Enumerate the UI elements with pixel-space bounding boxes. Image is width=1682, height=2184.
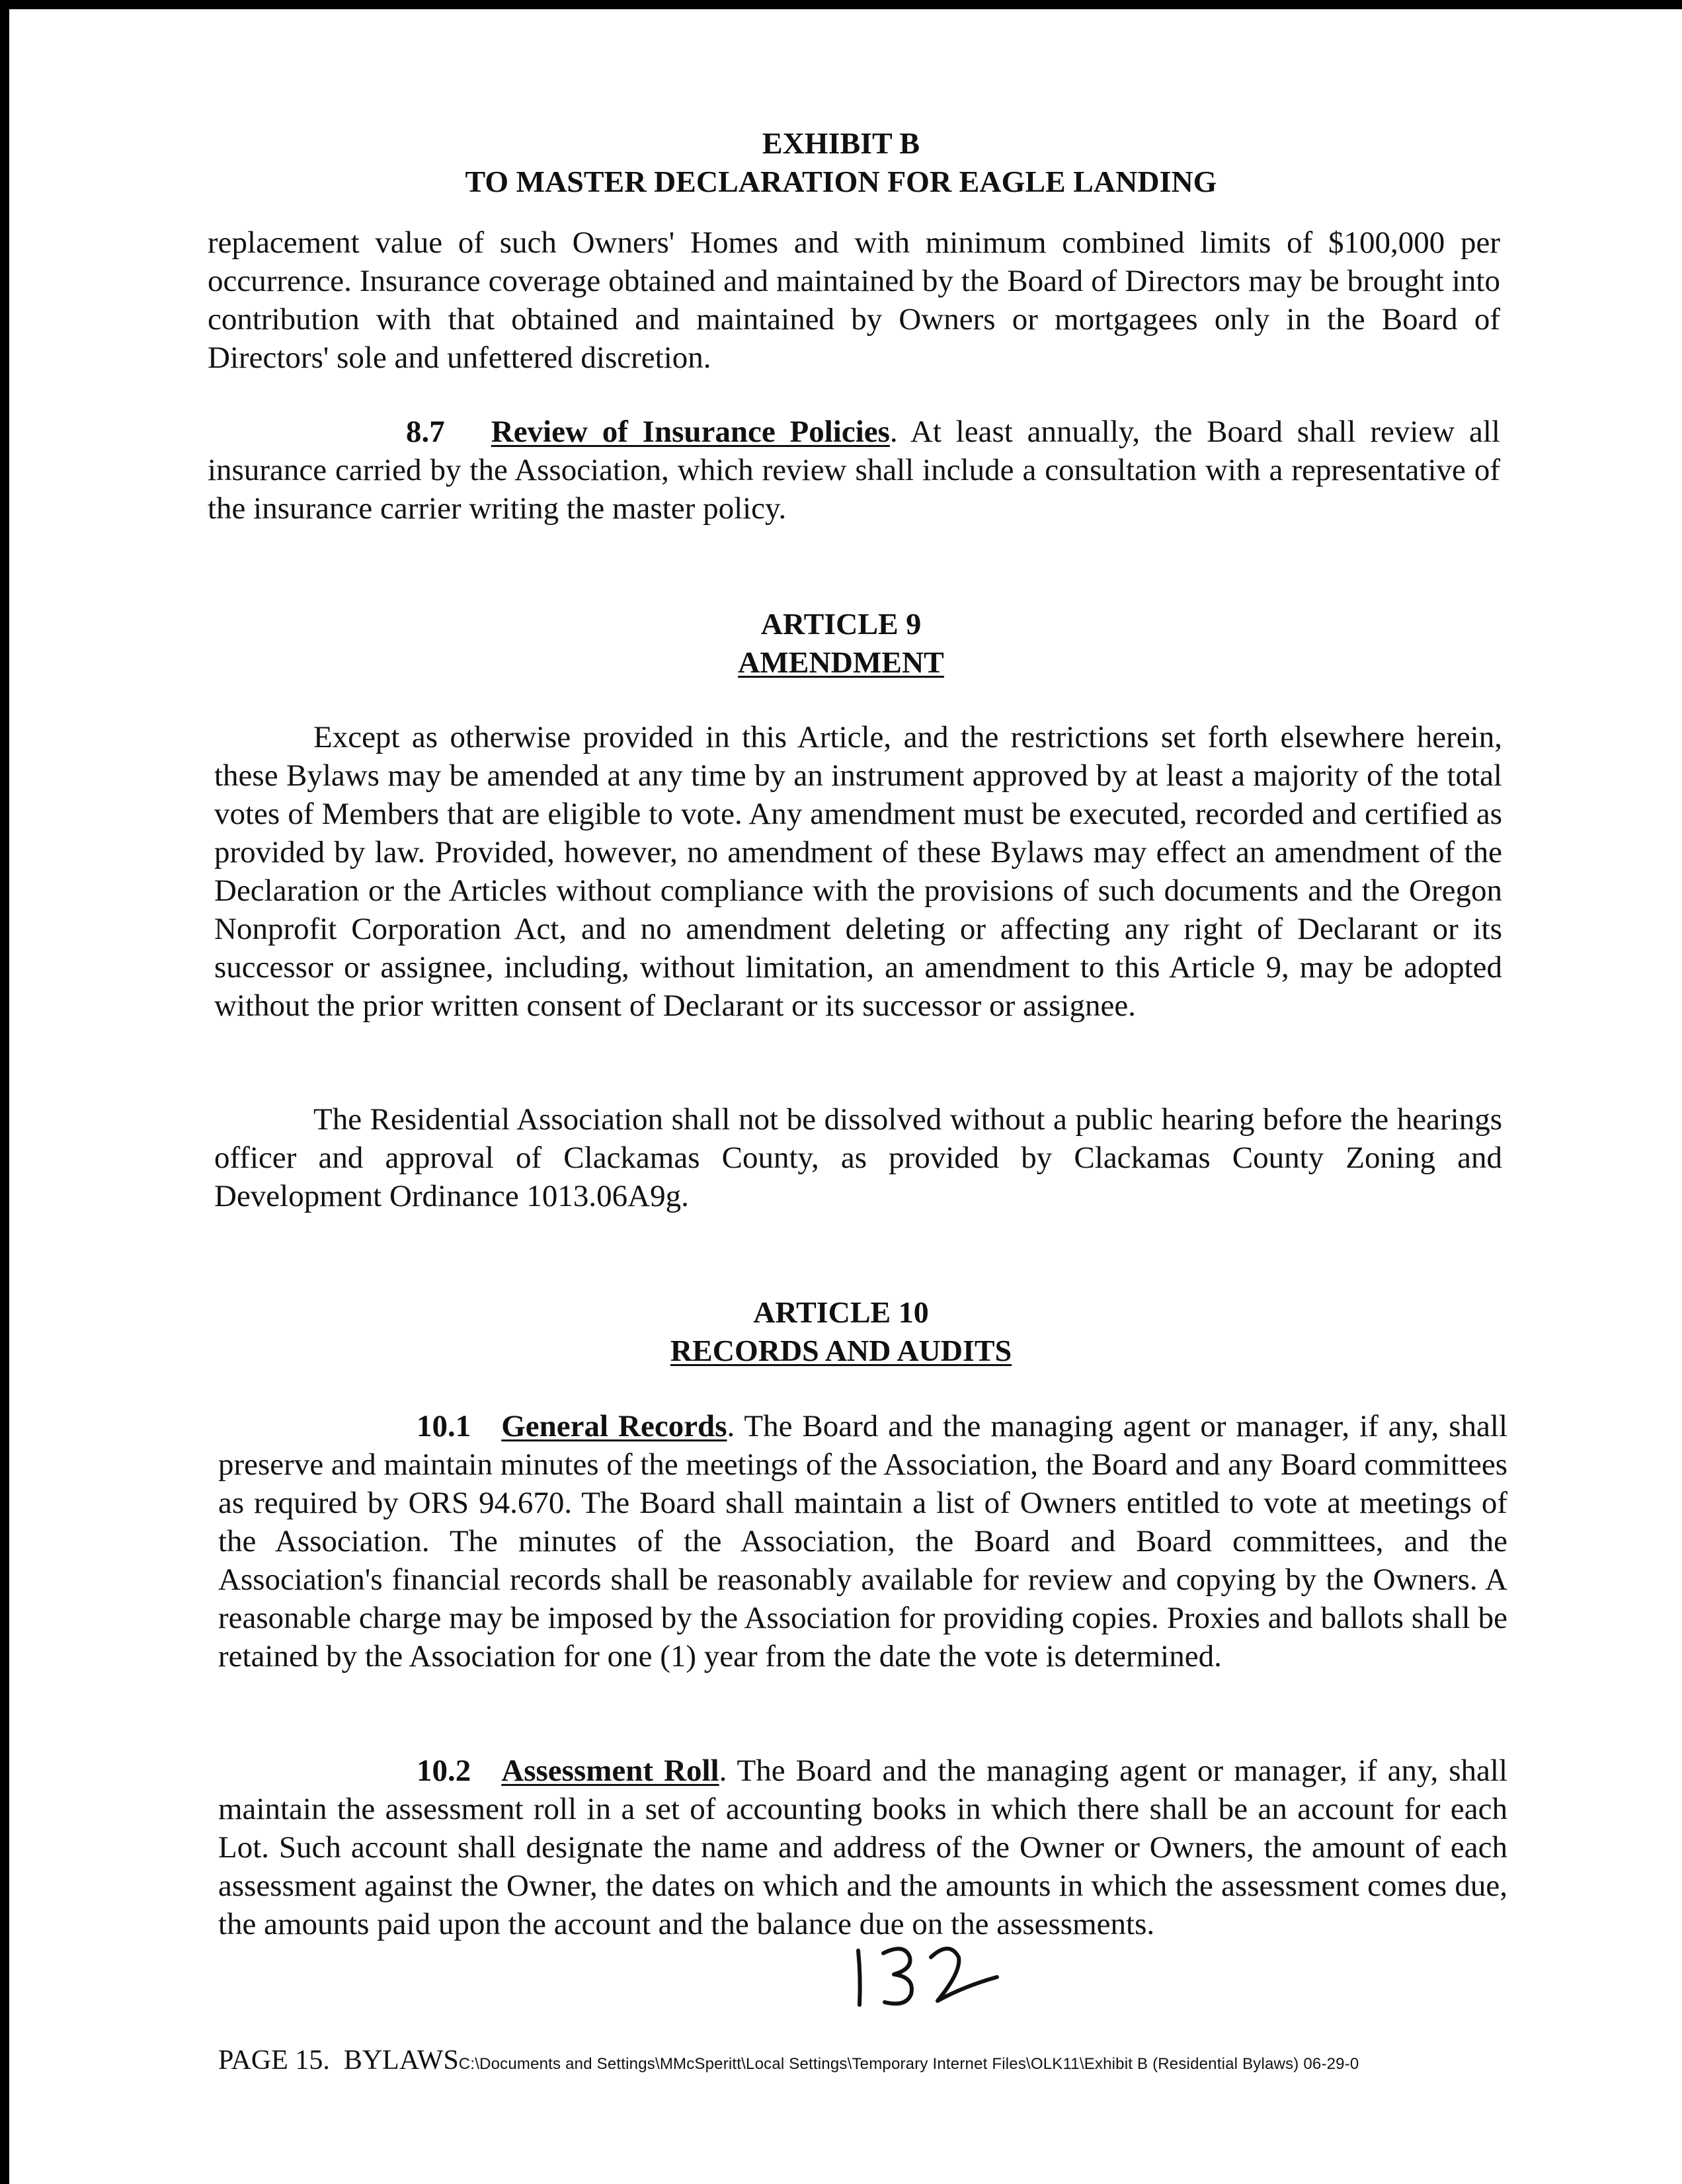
section-10-1-text: The Board and the managing agent or manager, if any, shall preserve and maintain minutes of the meetings of the Association, the Board and any Board committees as required by ORS 94.670. The Board shall maintain a list of Owners entitled to vote at meetings of the Association. The minutes of the Association, the Board and Board committees, and the Association's financial records shall be reasonably available for review and copying by the Owners. A reasonable charge may be imposed by the Association for providing copies. Proxies and ballots shall be retained by the Association for one (1) year from the date the vote is determined. xyxy=(218,1409,1508,1674)
footer-page-label: PAGE 15. xyxy=(218,2045,330,2076)
exhibit-header-line-1: EXHIBIT B xyxy=(762,126,920,160)
article-9-paragraph-1: Except as otherwise provided in this Article, and the restrictions set forth elsewhere herein, these Bylaws may be amended at any time by an instrument approved by at least a majority of the total votes of Members that are eligible to vote. Any amendment must be executed, recorded and certified as provided by law. Provided, however, no amendment of these Bylaws may effect an amendment of the Declaration or the Articles without compliance with the provisions of such documents and the Oregon Nonprofit Corporation Act, and no amendment deleting or affecting any right of Declarant or its successor or assignee, including, without limitation, an amendment to this Article 9, may be adopted without the prior written consent of Declarant or its successor or assignee. xyxy=(214,720,1502,1023)
section-10-2-title: Assessment Roll xyxy=(501,1754,719,1788)
exhibit-header-line-2: TO MASTER DECLARATION FOR EAGLE LANDING xyxy=(465,165,1217,198)
article-9-heading xyxy=(0,605,1682,682)
footer-doc-label: BYLAWS xyxy=(343,2045,459,2076)
continuation-paragraph: replacement value of such Owners' Homes and with minimum combined limits of $100,000 per occurrence. Insurance coverage obtained and maintained by the Board of Directors may be brought into contribution with that obtained and maintained by Owners or mortgagees only in the Board of Directors' sole and unfettered discretion. xyxy=(208,225,1500,375)
article-10-label: ARTICLE 10 xyxy=(753,1295,929,1329)
footer-file-path: C:\Documents and Settings\MMcSperitt\Local Settings\Temporary Internet Files\OLK11\Exhibit B (Residential Bylaws) 06-29-0 xyxy=(458,2055,1359,2073)
section-10-2-number: 10.2 xyxy=(417,1754,471,1788)
page-footer xyxy=(218,2042,1673,2083)
section-8-7-number: 8.7 xyxy=(406,415,445,449)
section-8-7-title: Review of Insurance Policies xyxy=(491,415,890,449)
article-9-paragraph-2: The Residential Association shall not be dissolved without a public hearing before the hearings officer and approval of Clackamas County, as provided by Clackamas County Zoning and Development Ordinance 1013.06A9g. xyxy=(214,1102,1502,1213)
handwritten-page-number xyxy=(838,1937,1010,2017)
section-10-1-number: 10.1 xyxy=(417,1409,471,1443)
exhibit-header xyxy=(0,124,1682,201)
article-10-title: RECORDS AND AUDITS xyxy=(670,1334,1012,1367)
section-8-7-text: At least annually, the Board shall review all insurance carried by the Association, which review shall include a consultation with a representative of the insurance carrier writing the master policy. xyxy=(208,415,1500,526)
section-10-2: 10.2 Assessment Roll. The Board and the managing agent or manager, if any, shall maintain the assessment roll in a set of accounting books in which there shall be an account for each Lot. Such account shall designate the name and address of the Owner or Owners, the amount of each assessment against the Owner, the dates on which and the amounts in which the assessment comes due, the amounts paid upon the account and the balance due on the assessments. xyxy=(218,1752,1507,1943)
section-8-7: 8.7 Review of Insurance Policies. At least annually, the Board shall review all insurance carried by the Association, which review shall include a consultation with a representative of the insurance carrier writing the master policy. xyxy=(208,413,1500,528)
section-10-2-text: The Board and the managing agent or manager, if any, shall maintain the assessment roll in a set of accounting books in which there shall be an account for each Lot. Such account shall designate the name and address of the Owner or Owners, the amount of each assessment against the Owner, the dates on which and the amounts in which the assessment comes due, the amounts paid upon the account and the balance due on the assessments. xyxy=(218,1754,1507,1941)
article-9-title: AMENDMENT xyxy=(738,645,944,679)
section-10-1-title: General Records xyxy=(501,1409,727,1443)
article-9-label: ARTICLE 9 xyxy=(760,607,922,641)
article-10-heading xyxy=(0,1293,1682,1370)
section-10-1: 10.1 General Records. The Board and the managing agent or manager, if any, shall preserve and maintain minutes of the meetings of the Association, the Board and any Board committees as required by ORS 94.670. The Board shall maintain a list of Owners entitled to vote at meetings of the Association. The minutes of the Association, the Board and Board committees, and the Association's financial records shall be reasonably available for review and copying by the Owners. A reasonable charge may be imposed by the Association for providing copies. Proxies and ballots shall be retained by the Association for one (1) year from the date the vote is determined. xyxy=(218,1407,1507,1676)
